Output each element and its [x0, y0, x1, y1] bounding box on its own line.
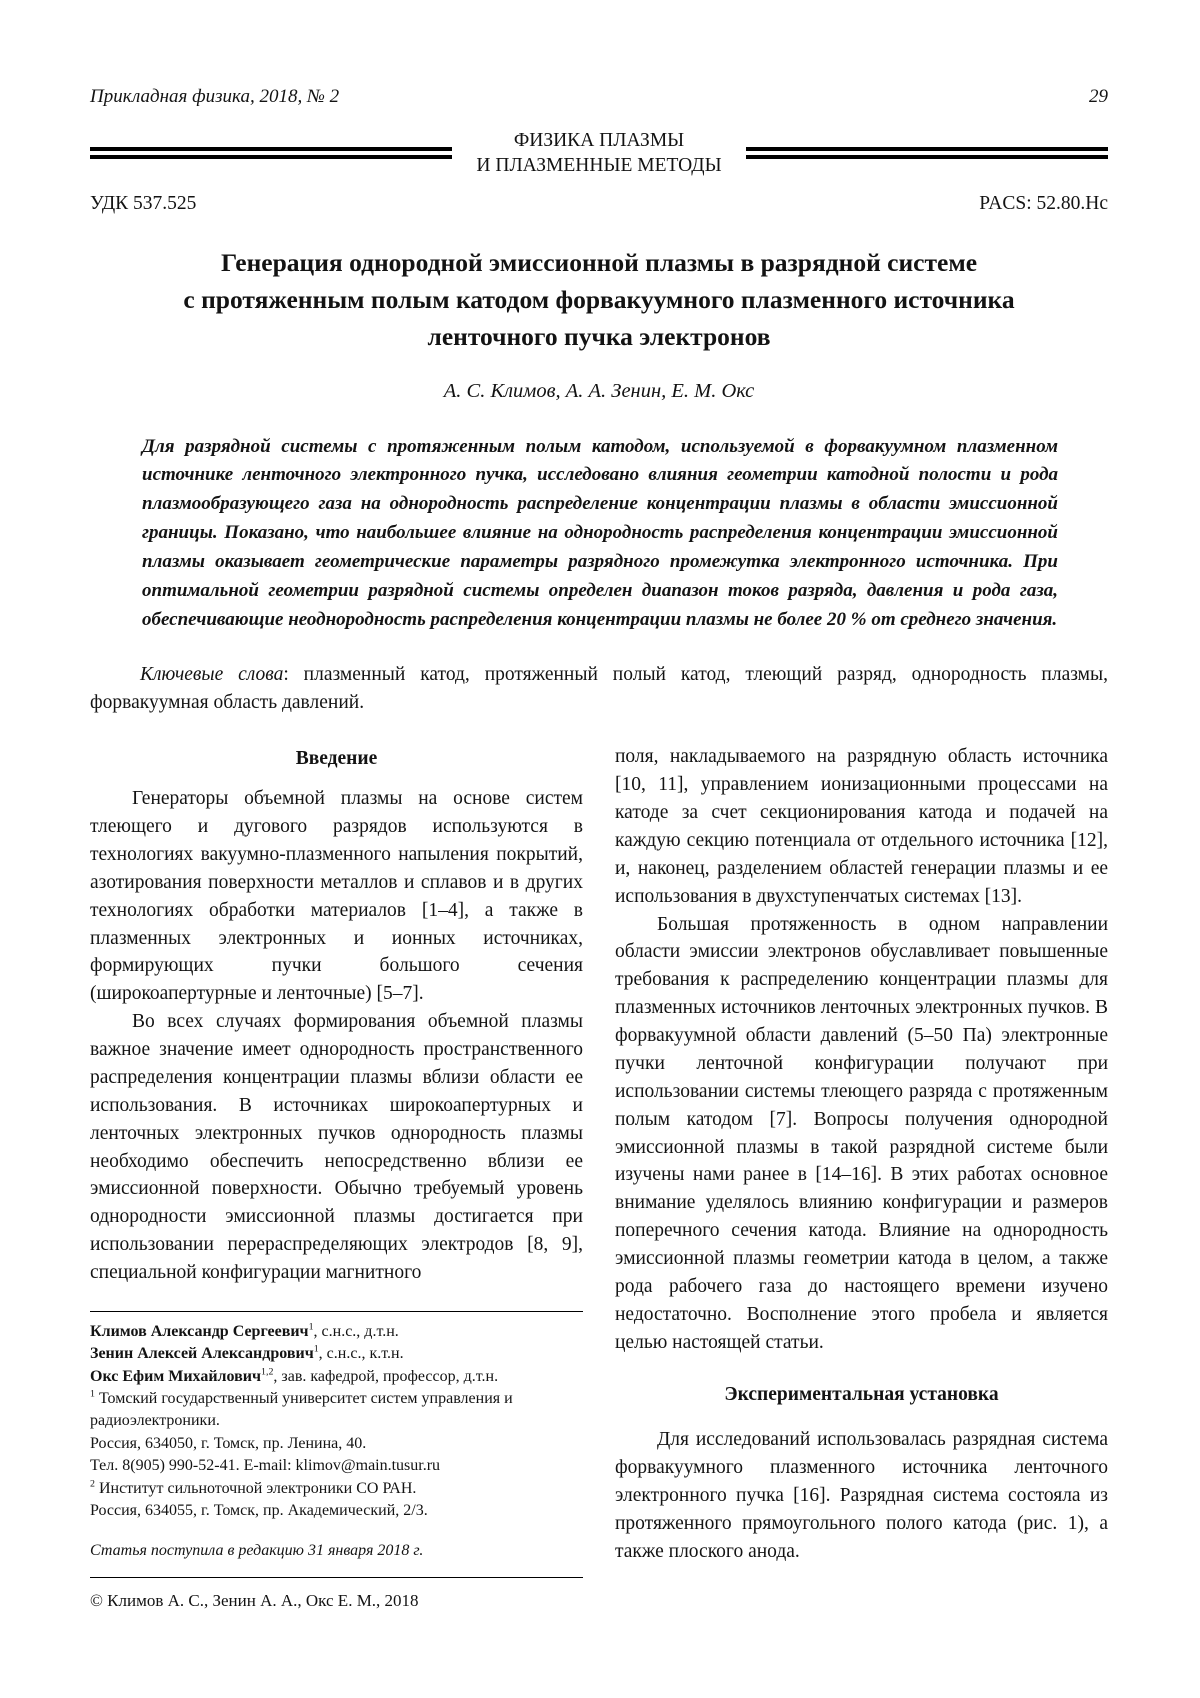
banner-line-2: И ПЛАЗМЕННЫЕ МЕТОДЫ	[476, 155, 722, 177]
body-paragraph: Генераторы объемной плазмы на основе систем тлеющего и дугового разрядов используются в технологиях вакуумно-плазменного напыления покрытий, азотирования поверхности металлов и сплавов и в других технологиях обработки материалов [1–4], а также в плазменных электронных и ионных источниках, формирующих пучки большого сечения (широкоапертурные и ленточные) [5–7].	[90, 788, 583, 1005]
page-header	[90, 86, 1108, 108]
body-paragraph: Для исследований использовалась разрядная система форвакуумного плазменного источника ленточного электронного пучка [16]. Разрядная система состояла из протяженного прямоугольного полого катода (рис. 1), а также плоского анода.	[615, 1429, 1108, 1562]
body-paragraph: Большая протяженность в одном направлении области эмиссии электронов обуславливает повышенные требования к распределению концентрации плазмы для плазменных источников ленточных электронных пучков. В форвакуумной области давлений (5–50 Па) электронные пучки ленточной конфигурации получают при использовании системы тлеющего разряда с протяженным полым катодом [7]. Вопросы получения однородной эмиссионной плазмы в такой разрядной системе были изучены нами ранее в [14–16]. В этих работах основное внимание уделялось влиянию конфигурации и размеров поперечного сечения катода. Влияние на однородность эмиссионной плазмы геометрии катода в целом, а также рода рабочего газа до настоящего времени изучено недостаточно. Восполнение этого пробела и является целью настоящей статьи.	[615, 913, 1108, 1353]
footnote-author-name: Зенин Алексей Александрович	[90, 1345, 314, 1363]
section-heading-introduction: Введение	[295, 748, 378, 770]
footnote-author-rest: , зав. кафедрой, профессор, д.т.н.	[273, 1367, 499, 1385]
body-paragraph: поля, накладываемого на разрядную область источника [10, 11], управлением ионизационными процессами на катоде за счет секционирования катода и подачей на каждую секцию потенциала от отдельного источника [12], и, наконец, разделением областей генерации плазмы и ее использования в двухступенчатых системах [13].	[615, 746, 1108, 907]
article-title	[100, 245, 1098, 356]
received-note: Статья поступила в редакцию 31 января 2018 г.	[90, 1542, 424, 1560]
two-column-body	[90, 743, 1108, 1612]
abstract-paragraph: Для разрядной системы с протяженным полым катодом, используемой в форвакуумном плазменном источнике ленточного электронного пучка, исследовано влияния геометрии катодной полости и рода плазмообразующего газа на однородность распределение концентрации плазмы в области эмиссионной границы. Показано, что наибольшее влияние на однородность распределения концентрации эмиссионной плазмы оказывает геометрические параметры разрядного промежутка электронного источника. При оптимальной геометрии разрядной системы определен диапазон токов разряда, давления и рода газа, обеспечивающие неоднородность распределения концентрации плазмы не более 20 % от среднего значения.	[142, 435, 1058, 630]
footnote-block	[90, 1311, 583, 1613]
pacs-code: PACS: 52.80.Hc	[979, 192, 1108, 214]
footnote-contact-line: Тел. 8(905) 990-52-41. E-mail: klimov@main.tusur.ru	[90, 1457, 441, 1475]
article-title-line-1: Генерация однородной эмиссионной плазмы в разрядной системе	[220, 247, 978, 277]
footnote-affiliation-text: Институт сильноточной электроники СО РАН.	[94, 1479, 417, 1497]
copyright-line: © Климов А. С., Зенин А. А., Окс Е. М., 2018	[90, 1590, 419, 1610]
footnote-author-rest: , с.н.с., к.т.н.	[318, 1345, 404, 1363]
footnote-address-line: Россия, 634055, г. Томск, пр. Академический, 2/3.	[90, 1502, 428, 1519]
footnote-author-line	[90, 1343, 583, 1365]
footnote-author-sup: 1	[308, 1321, 314, 1333]
banner-rule-left	[90, 147, 452, 159]
page-number: 29	[1089, 86, 1108, 107]
udk-code: УДК 537.525	[90, 192, 197, 214]
journal-title: Прикладная физика, 2018, № 2	[90, 86, 340, 107]
authors-line: А. С. Климов, А. А. Зенин, Е. М. Окс	[443, 379, 755, 402]
body-paragraph: Во всех случаях формирования объемной плазмы важное значение имеет однородность пространственного распределения концентрации плазмы вблизи области ее использования. В источниках широкоапертурных и ленточных электронных пучков однородность плазмы необходимо обеспечить непосредственно вблизи ее эмиссионной поверхности. Обычно требуемый уровень однородности эмиссионной плазмы достигается при использовании перераспределяющих электродов [8, 9], специальной конфигурации магнитного	[90, 1011, 583, 1283]
article-title-line-2: с протяженным полым катодом форвакуумного плазменного источника	[183, 284, 1015, 314]
section-heading-experimental-setup: Экспериментальная установка	[724, 1383, 999, 1405]
footnote-affiliation-line	[90, 1388, 583, 1433]
footnote-author-sup: 1,2	[261, 1366, 274, 1378]
column-right	[615, 743, 1108, 1612]
footnote-author-name: Окс Ефим Михайлович	[90, 1367, 262, 1385]
footnote-author-name: Климов Александр Сергеевич	[90, 1322, 309, 1340]
footnote-author-line	[90, 1366, 583, 1388]
banner-line-1: ФИЗИКА ПЛАЗМЫ	[513, 130, 685, 151]
footnote-author-rest: , с.н.с., д.т.н.	[313, 1322, 399, 1340]
keywords-text: : плазменный катод, протяженный полый катод, тлеющий разряд, однородность плазмы, форвакуумная область давлений.	[90, 663, 1108, 713]
banner-text	[470, 128, 727, 179]
banner-rule-right	[746, 147, 1108, 159]
footnote-affiliation-text: Томский государственный университет систем управления и радиоэлектроники.	[90, 1390, 513, 1430]
article-title-line-3: ленточного пучка электронов	[427, 321, 771, 351]
section-banner	[90, 128, 1108, 179]
keywords-label: Ключевые слова	[140, 663, 284, 685]
keywords-paragraph	[90, 661, 1108, 718]
footnote-divider	[90, 1577, 583, 1578]
footnote-affiliation-sup: 2	[90, 1478, 95, 1490]
column-left	[90, 743, 583, 1612]
footnote-address-line: Россия, 634050, г. Томск, пр. Ленина, 40.	[90, 1434, 367, 1452]
codes-row	[90, 193, 1108, 215]
footnote-affiliation-sup: 1	[90, 1388, 95, 1400]
footnote-affiliation-line	[90, 1478, 583, 1500]
footnote-author-line	[90, 1321, 583, 1343]
footnote-author-sup: 1	[313, 1343, 319, 1355]
